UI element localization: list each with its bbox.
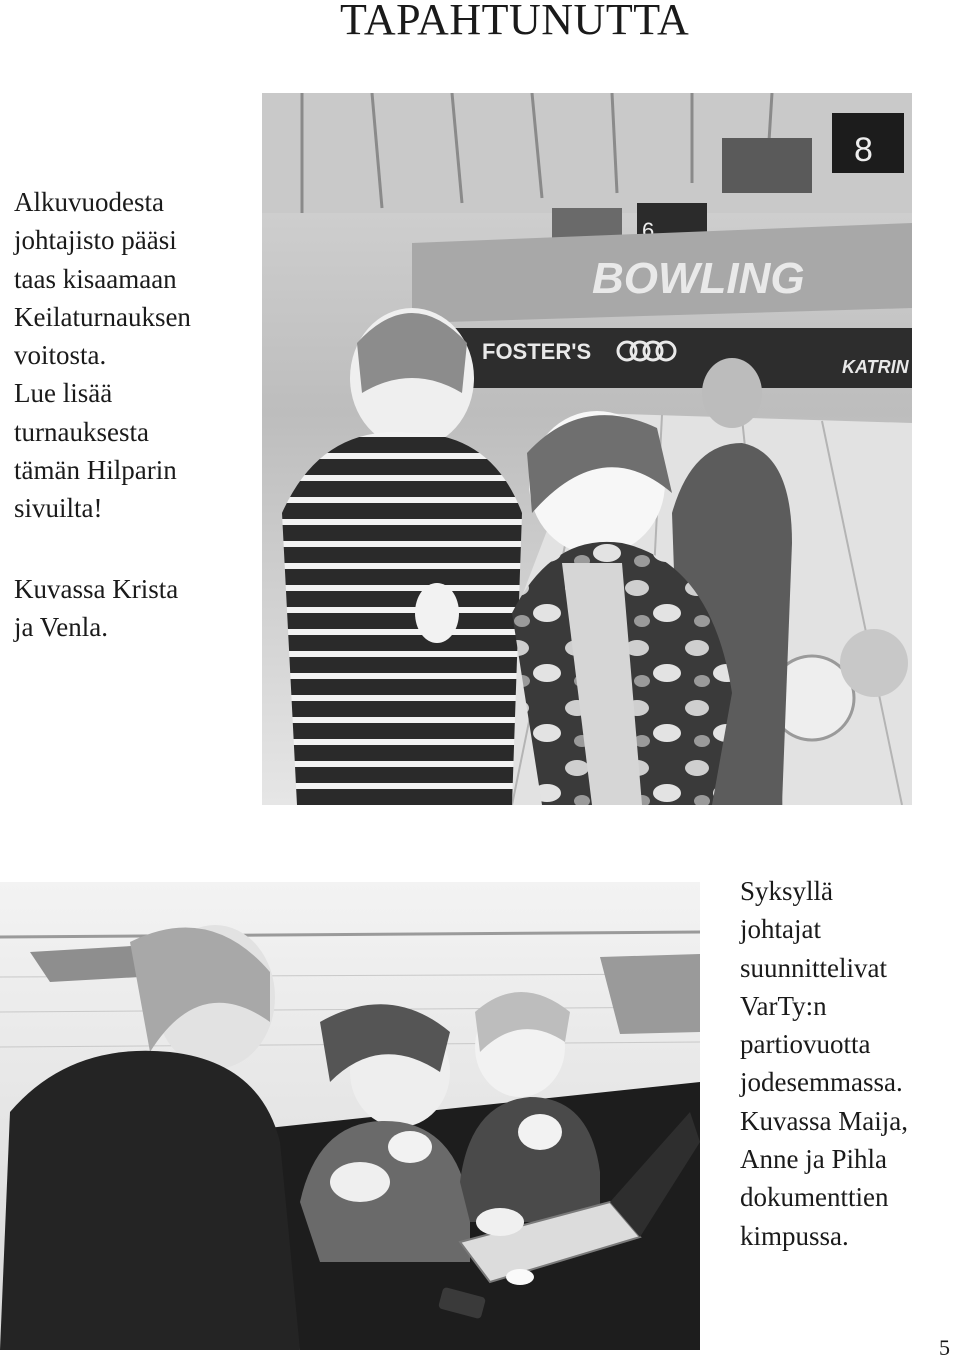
caption-line: Kuvassa Krista xyxy=(14,574,179,604)
caption-line: Anne ja Pihla xyxy=(740,1144,887,1175)
bowling-photo-caption xyxy=(14,570,254,647)
caption-line: kimpussa. xyxy=(740,1220,849,1251)
caption-line: jodesemmassa. xyxy=(740,1067,903,1098)
page-title: TAPAHTUNUTTA xyxy=(340,0,690,44)
intro-line: sivuilta! xyxy=(14,493,103,524)
caption-line: Syksyllä xyxy=(740,876,834,906)
caption-line: johtajat xyxy=(740,914,821,945)
intro-text xyxy=(14,183,254,528)
intro-line: Alkuvuodesta xyxy=(14,187,164,217)
caption-line: partiovuotta xyxy=(740,1029,871,1060)
caption-line: dokumenttien xyxy=(740,1182,889,1213)
intro-line: taas kisaamaan xyxy=(14,263,177,294)
caption-line: suunnittelivat xyxy=(740,952,887,983)
intro-line: Lue lisää xyxy=(14,378,113,409)
caption-line: Kuvassa Maija, xyxy=(740,1105,908,1136)
intro-line: turnauksesta xyxy=(14,416,149,447)
caption-line: VarTy:n xyxy=(740,990,827,1021)
intro-line: johtajisto pääsi xyxy=(14,225,177,256)
lane-number-8: 8 xyxy=(854,131,873,169)
intro-line: Keilaturnauksen xyxy=(14,301,191,332)
planning-photo-caption xyxy=(740,872,958,1255)
planning-photo xyxy=(0,882,700,1350)
lane-number-6: 6 xyxy=(642,218,655,243)
page-number: 5 xyxy=(939,1335,950,1360)
bowling-banner: BOWLING xyxy=(592,254,805,303)
caption-line: ja Venla. xyxy=(14,612,108,643)
intro-line: voitosta. xyxy=(14,340,107,371)
fosters-sign: FOSTER'S xyxy=(482,339,592,364)
bowling-photo xyxy=(262,93,912,805)
intro-line: tämän Hilparin xyxy=(14,455,177,486)
katrin-sign: KATRIN xyxy=(842,357,909,377)
